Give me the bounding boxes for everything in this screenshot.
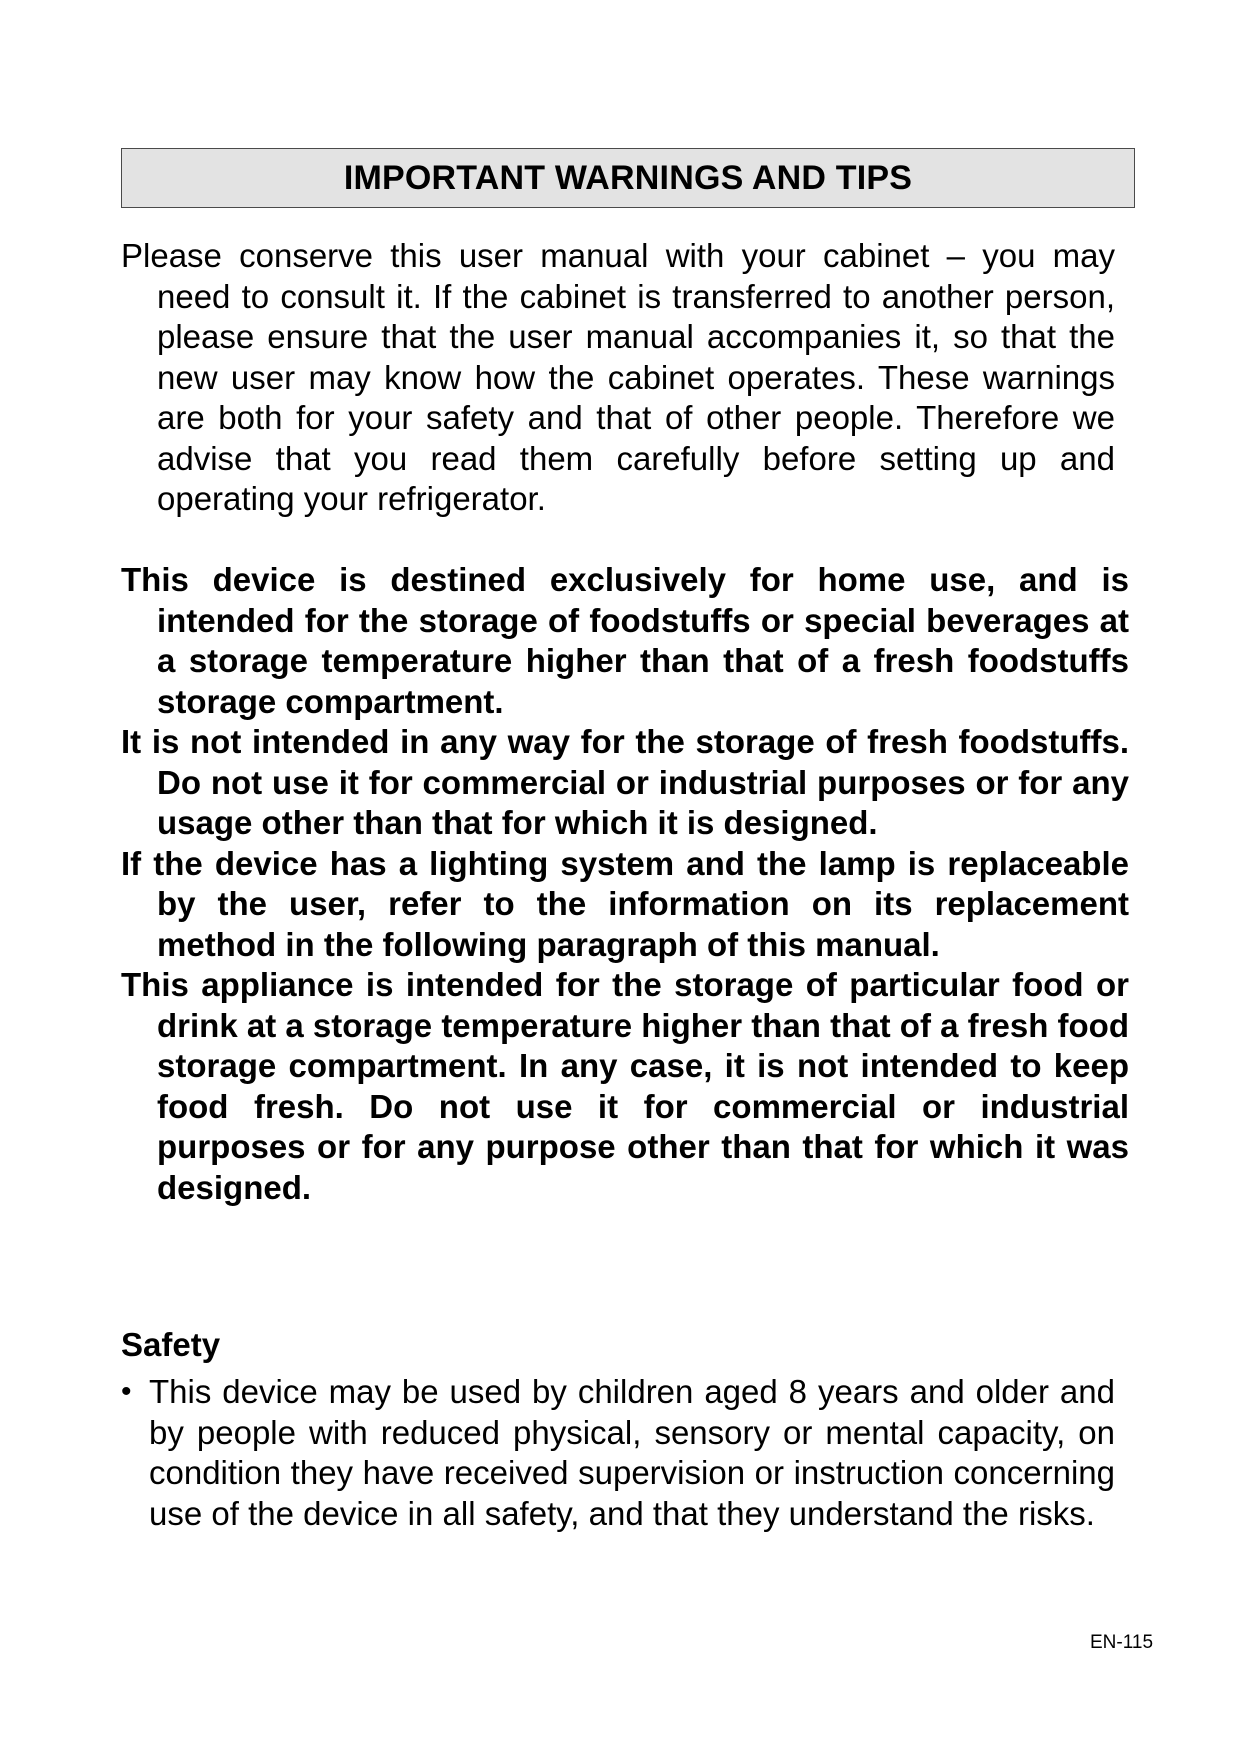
usage-paragraph-lighting: If the device has a lighting system and the lamp is replaceable by the user, refer to the information on its replacement method in the following paragraph of this manual. bbox=[121, 844, 1129, 963]
usage-paragraph-appliance-purpose: This appliance is intended for the storage of particular food or drink at a storage temperature higher than that of a fresh food storage compartment. In any case, it is not intended to keep food fresh. Do not use it for commercial or industrial purposes or for any purpose other than that for which it was designed. bbox=[121, 966, 1129, 1206]
section-title-box bbox=[121, 148, 1135, 208]
usage-paragraph-home-use: This device is destined exclusively for home use, and is intended for the storage of foodstuffs or special beverages at a storage temperature higher than that of a fresh foodstuffs storage compartment. bbox=[121, 561, 1129, 720]
usage-paragraph-not-fresh-food: It is not intended in any way for the storage of fresh foodstuffs. Do not use it for commercial or industrial purposes or for any usage other than that for which it is designed. bbox=[121, 723, 1129, 841]
safety-bullet-item bbox=[121, 1372, 1115, 1534]
usage-notice-block bbox=[121, 560, 1129, 1208]
safety-heading: Safety bbox=[121, 1326, 221, 1363]
page-title: IMPORTANT WARNINGS AND TIPS bbox=[343, 158, 913, 197]
bullet-icon: • bbox=[121, 1375, 132, 1408]
page-number: EN-115 bbox=[1090, 1632, 1154, 1653]
safety-bullet-text: This device may be used by children aged 8 years and older and by people with reduced physical, sensory or mental capacity, on condition they have received supervision or instruction concerning use of the device in all safety, and that they understand the risks. bbox=[149, 1373, 1115, 1532]
intro-paragraph: Please conserve this user manual with your cabinet – you may need to consult it. If the cabinet is transferred to another person, please ensure that the user manual accompanies it, so that the new user may know how the cabinet operates. These warnings are both for your safety and that of other people. Therefore we advise that you read them carefully before setting up and operating your refrigerator. bbox=[121, 237, 1115, 517]
